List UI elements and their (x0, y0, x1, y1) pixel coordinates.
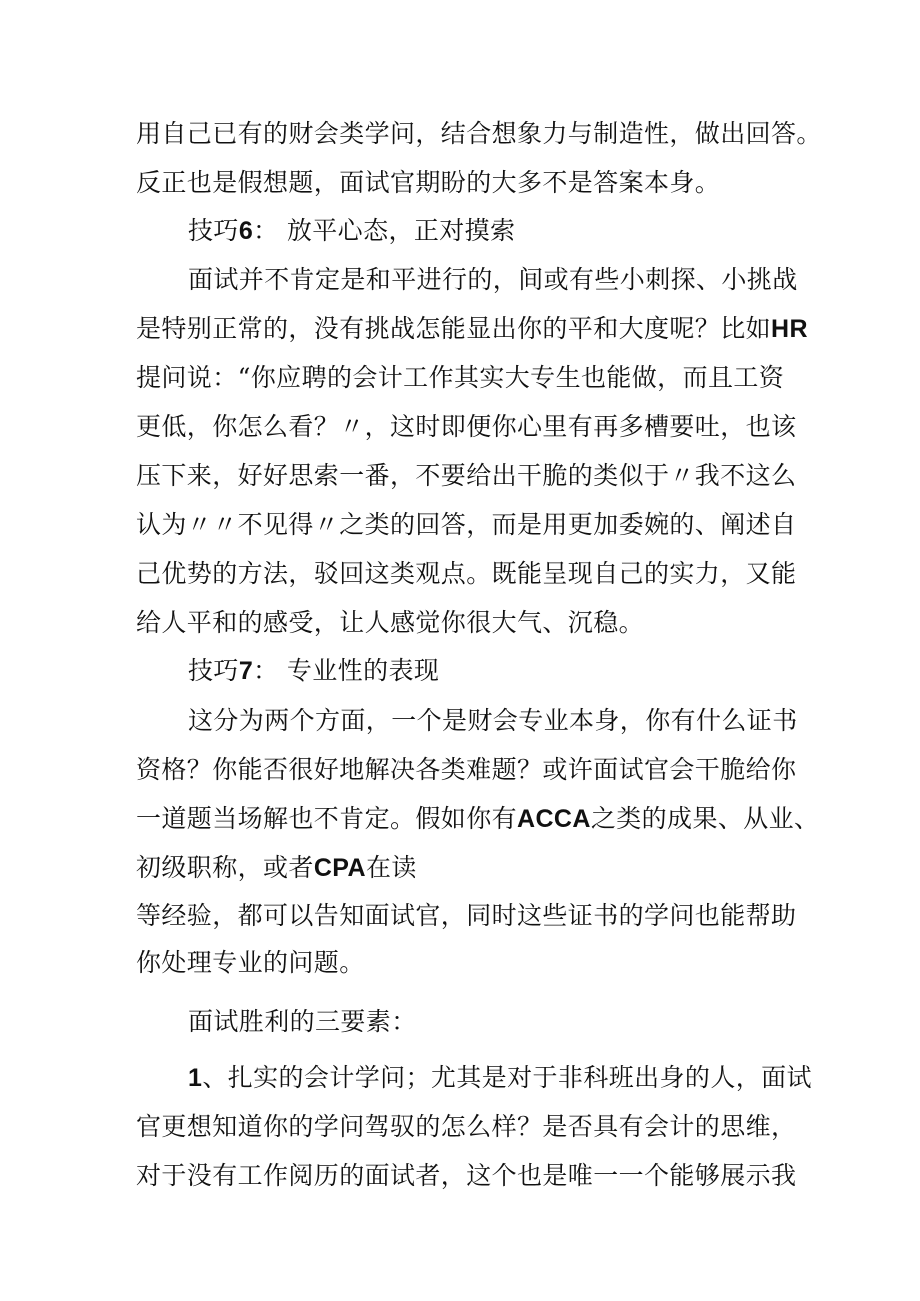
paragraph-line: 用自己已有的财会类学问，结合想象力与制造性，做出回答。 (136, 119, 822, 148)
success-heading: 面试胜利的三要素： (188, 1007, 417, 1036)
paragraph-line (136, 313, 808, 345)
heading-number: 7 (238, 657, 254, 685)
paragraph-line: 你处理专业的问题。 (136, 948, 365, 977)
line-latin: CPA (313, 854, 366, 882)
item-number: 1 (188, 1064, 203, 1092)
paragraph-line: 反正也是假想题，面试官期盼的大多不是答案本身。 (136, 168, 721, 197)
paragraph-line: 压下来，好好思索一番，不要给出干脆的类似于〃我不这么 (136, 461, 797, 490)
line-text: 在读 (365, 853, 417, 882)
paragraph-line: 等经验，都可以告知面试官，同时这些证书的学问也能帮助 (136, 901, 797, 930)
paragraph-line (136, 803, 819, 835)
paragraph-line: 提问说：“你应聘的会计工作其实大专生也能做，而且工资 (136, 363, 785, 392)
paragraph-line: 己优势的方法，驳回这类观点。既能呈现自己的实力，又能 (136, 559, 797, 588)
heading-number: 6 (238, 217, 254, 245)
line-latin: HR (771, 315, 808, 343)
paragraph-line: 资格？你能否很好地解决各类难题？或许面试官会干脆给你 (136, 755, 797, 784)
paragraph-line: 这分为两个方面，一个是财会专业本身，你有什么证书 (188, 706, 798, 735)
line-text: 之类的成果、从业、 (590, 804, 820, 833)
heading-text: ： 专业性的表现 (253, 656, 440, 685)
line-text: 是特别正常的，没有挑战怎能显出你的平和大度呢？比如 (136, 314, 772, 343)
paragraph-line: 给人平和的感受，让人感觉你很大气、沉稳。 (136, 608, 645, 637)
heading-prefix: 技巧 (188, 216, 239, 245)
paragraph-line: 更低，你怎么看？〃，这时即便你心里有再多槽要吐，也该 (136, 412, 797, 441)
line-latin: ACCA (517, 805, 591, 833)
tip6-heading (188, 215, 515, 247)
paragraph-line: 认为〃〃不见得〃之类的回答，而是用更加委婉的、阐述自 (136, 510, 797, 539)
line-text: 一道题当场解也不肯定。假如你有 (136, 804, 518, 833)
paragraph-line: 对于没有工作阅历的面试者，这个也是唯一一个能够展示我 (136, 1161, 797, 1190)
paragraph-line: 面试并不肯定是和平进行的，间或有些小刺探、小挑战 (188, 265, 798, 294)
line-text: 初级职称，或者 (136, 853, 314, 882)
paragraph-line (188, 1062, 812, 1094)
heading-text: ： 放平心态，正对摸索 (253, 216, 516, 245)
paragraph-line: 官更想知道你的学问驾驭的怎么样？是否具有会计的思维， (136, 1112, 797, 1141)
heading-prefix: 技巧 (188, 656, 239, 685)
tip7-heading (188, 655, 439, 687)
paragraph-line (136, 852, 417, 884)
line-text: 、扎实的会计学问；尤其是对于非科班出身的人，面试 (202, 1063, 812, 1092)
